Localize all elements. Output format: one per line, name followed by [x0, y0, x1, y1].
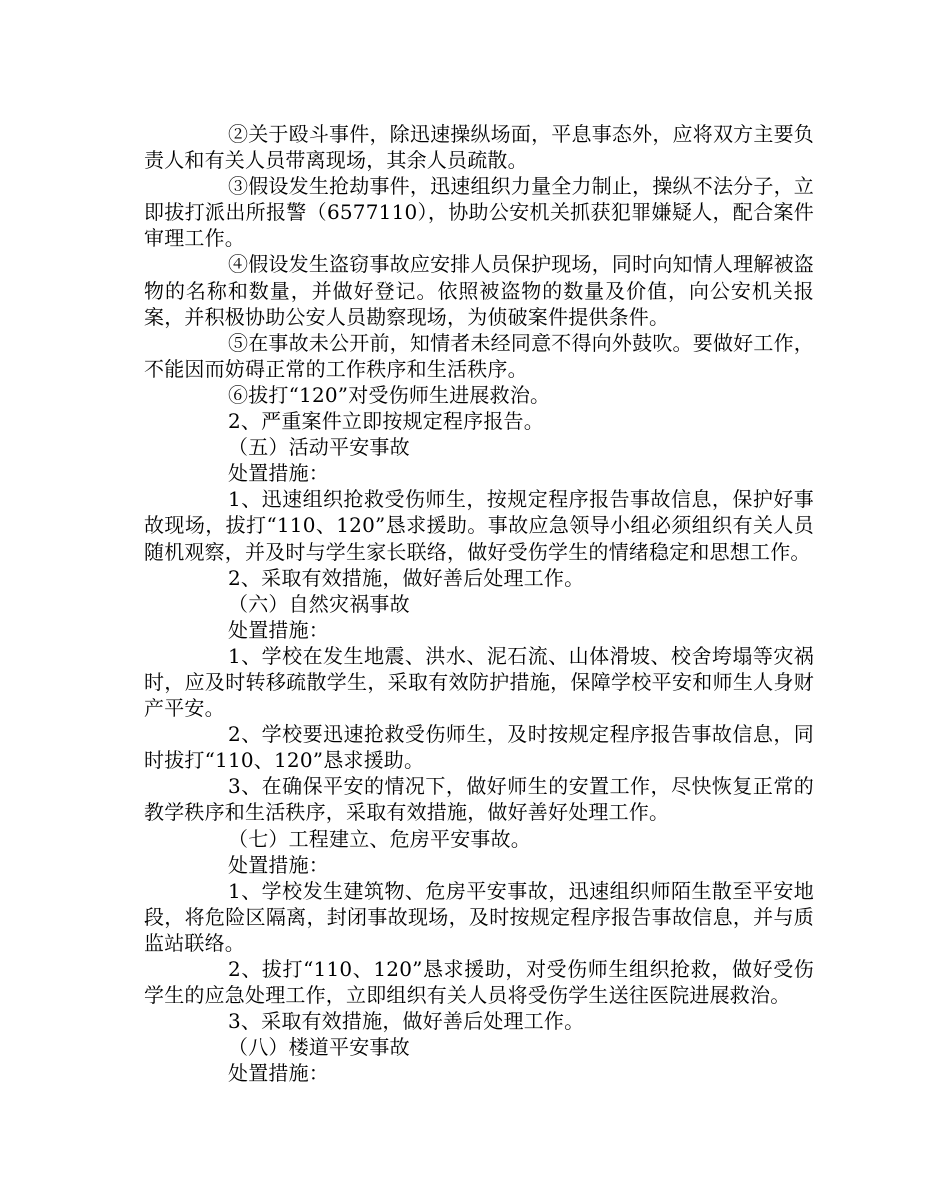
subheading: 处置措施：	[228, 617, 329, 642]
subheading: 处置措施：	[228, 852, 329, 877]
paragraph: 2、采取有效措施，做好善后处理工作。	[228, 565, 585, 590]
paragraph: ⑤在事故未公开前，知情者未经同意不得向外鼓吹。要做好工作，不能因而妨碍正常的工作秩序和生活秩序。	[144, 330, 814, 381]
paragraph: 3、在确保平安的情况下，做好师生的安置工作，尽快恢复正常的教学秩序和生活秩序，采取有效措施，做好善好处理工作。	[144, 774, 814, 825]
paragraph: 1、学校发生建筑物、危房平安事故，迅速组织师陌生散至平安地段，将危险区隔离，封闭事故现场，及时按规定程序报告事故信息，并与质监站联络。	[144, 878, 814, 955]
section-heading: （八）楼道平安事故	[228, 1035, 410, 1060]
subheading: 处置措施：	[228, 1061, 329, 1086]
paragraph: 1、迅速组织抢救受伤师生，按规定程序报告事故信息，保护好事故现场，拔打“110、120”恳求援助。事故应急领导小组必须组织有关人员随机观察，并及时与学生家长联络，做好受伤学生的情绪稳定和思想工作。	[144, 487, 814, 564]
section-heading: （五）活动平安事故	[228, 435, 410, 460]
paragraph: 2、拔打“110、120”恳求援助，对受伤师生组织抢救，做好受伤学生的应急处理工作，立即组织有关人员将受伤学生送往医院进展救治。	[144, 957, 814, 1008]
subheading: 处置措施：	[228, 461, 329, 486]
document-body	[144, 121, 814, 1086]
section-heading: （六）自然灾祸事故	[228, 591, 410, 616]
paragraph: ⑥拔打“120”对受伤师生进展救治。	[228, 382, 551, 407]
paragraph: 3、采取有效措施，做好善后处理工作。	[228, 1009, 585, 1034]
paragraph: ③假设发生抢劫事件，迅速组织力量全力制止，操纵不法分子，立即拔打派出所报警（6577110），协助公安机关抓获犯罪嫌疑人，配合案件审理工作。	[144, 174, 814, 251]
paragraph: 2、严重案件立即按规定程序报告。	[228, 409, 544, 434]
paragraph: ②关于殴斗事件，除迅速操纵场面，平息事态外，应将双方主要负责人和有关人员带离现场，其余人员疏散。	[144, 122, 814, 173]
paragraph: 1、学校在发生地震、洪水、泥石流、山体滑坡、校舍垮塌等灾祸时，应及时转移疏散学生，采取有效防护措施，保障学校平安和师生人身财产平安。	[144, 643, 814, 721]
section-heading: （七）工程建立、危房平安事故。	[228, 826, 531, 851]
paragraph: 2、学校要迅速抢救受伤师生，及时按规定程序报告事故信息，同时拔打“110、120”恳求援助。	[144, 722, 814, 773]
paragraph: ④假设发生盗窃事故应安排人员保护现场，同时向知情人理解被盗物的名称和数量，并做好登记。依照被盗物的数量及价值，向公安机关报案，并积极协助公安人员勘察现场，为侦破案件提供条件。	[144, 252, 814, 329]
